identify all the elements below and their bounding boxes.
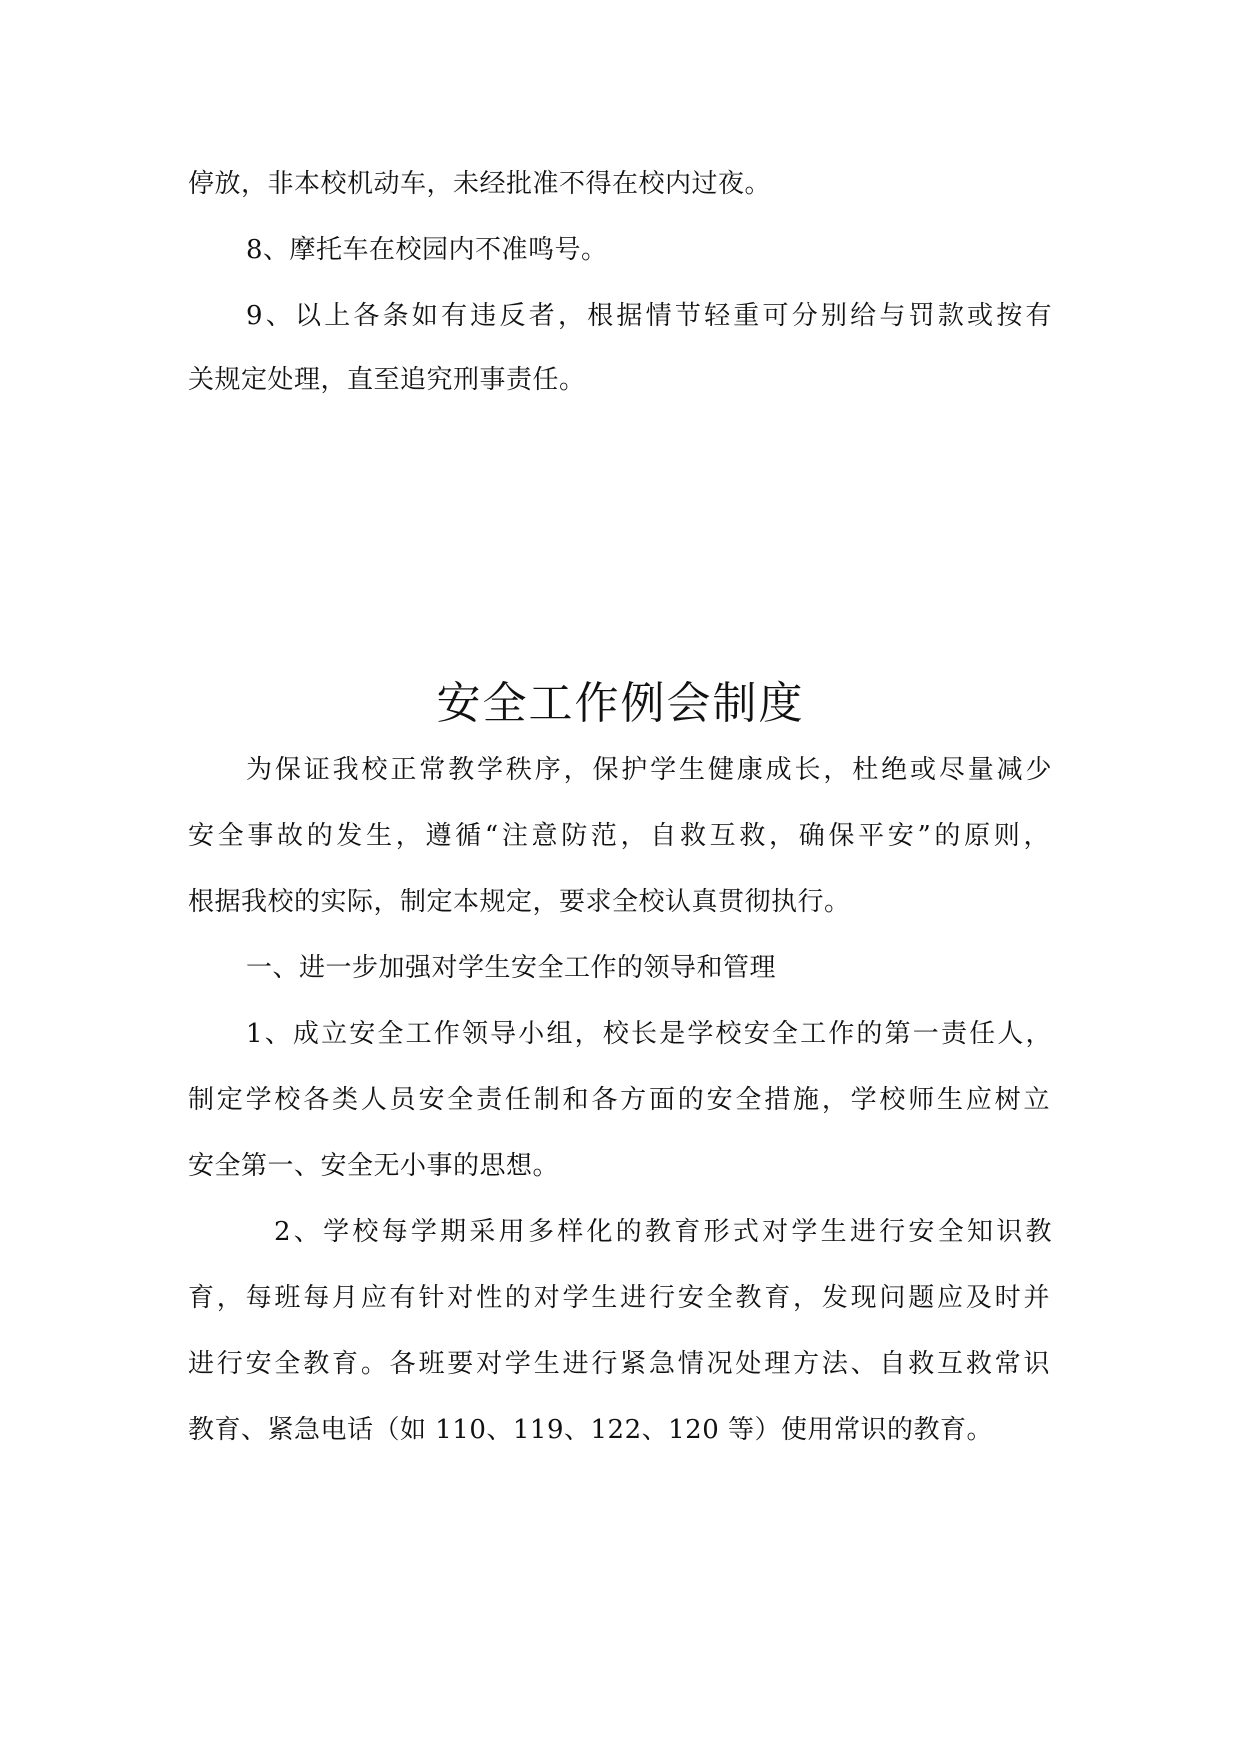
intro-line-3: 根据我校的实际，制定本规定，要求全校认真贯彻执行。 — [188, 887, 851, 917]
item-1-line-1: 1、成立安全工作领导小组，校长是学校安全工作的第一责任人， — [246, 1019, 1052, 1049]
list-item-9-line-2: 关规定处理，直至追究刑事责任。 — [188, 365, 586, 395]
item-2-line-1: 2、学校每学期采用多样化的教育形式对学生进行安全知识教 — [274, 1217, 1052, 1247]
item-2-line-3: 进行安全教育。各班要对学生进行紧急情况处理方法、自救互救常识 — [188, 1349, 1050, 1379]
list-item-9-line-1: 9、以上各条如有违反者，根据情节轻重可分别给与罚款或按有 — [246, 301, 1052, 331]
paragraph-line: 停放，非本校机动车，未经批准不得在校内过夜。 — [188, 169, 772, 199]
intro-line-1: 为保证我校正常教学秩序，保护学生健康成长，杜绝或尽量减少 — [246, 755, 1052, 785]
section-heading-1: 一、进一步加强对学生安全工作的领导和管理 — [246, 953, 777, 983]
list-item-8: 8、摩托车在校园内不准鸣号。 — [246, 235, 608, 265]
item-2-line-2: 育，每班每月应有针对性的对学生进行安全教育，发现问题应及时并 — [188, 1283, 1050, 1313]
item-1-line-3: 安全第一、安全无小事的思想。 — [188, 1151, 560, 1181]
item-2-line-4: 教育、紧急电话（如 110、119、122、120 等）使用常识的教育。 — [188, 1415, 994, 1445]
item-1-line-2: 制定学校各类人员安全责任制和各方面的安全措施，学校师生应树立 — [188, 1085, 1050, 1115]
section-title: 安全工作例会制度 — [436, 678, 805, 729]
intro-line-2: 安全事故的发生，遵循“注意防范，自救互救，确保平安”的原则， — [188, 821, 1050, 851]
